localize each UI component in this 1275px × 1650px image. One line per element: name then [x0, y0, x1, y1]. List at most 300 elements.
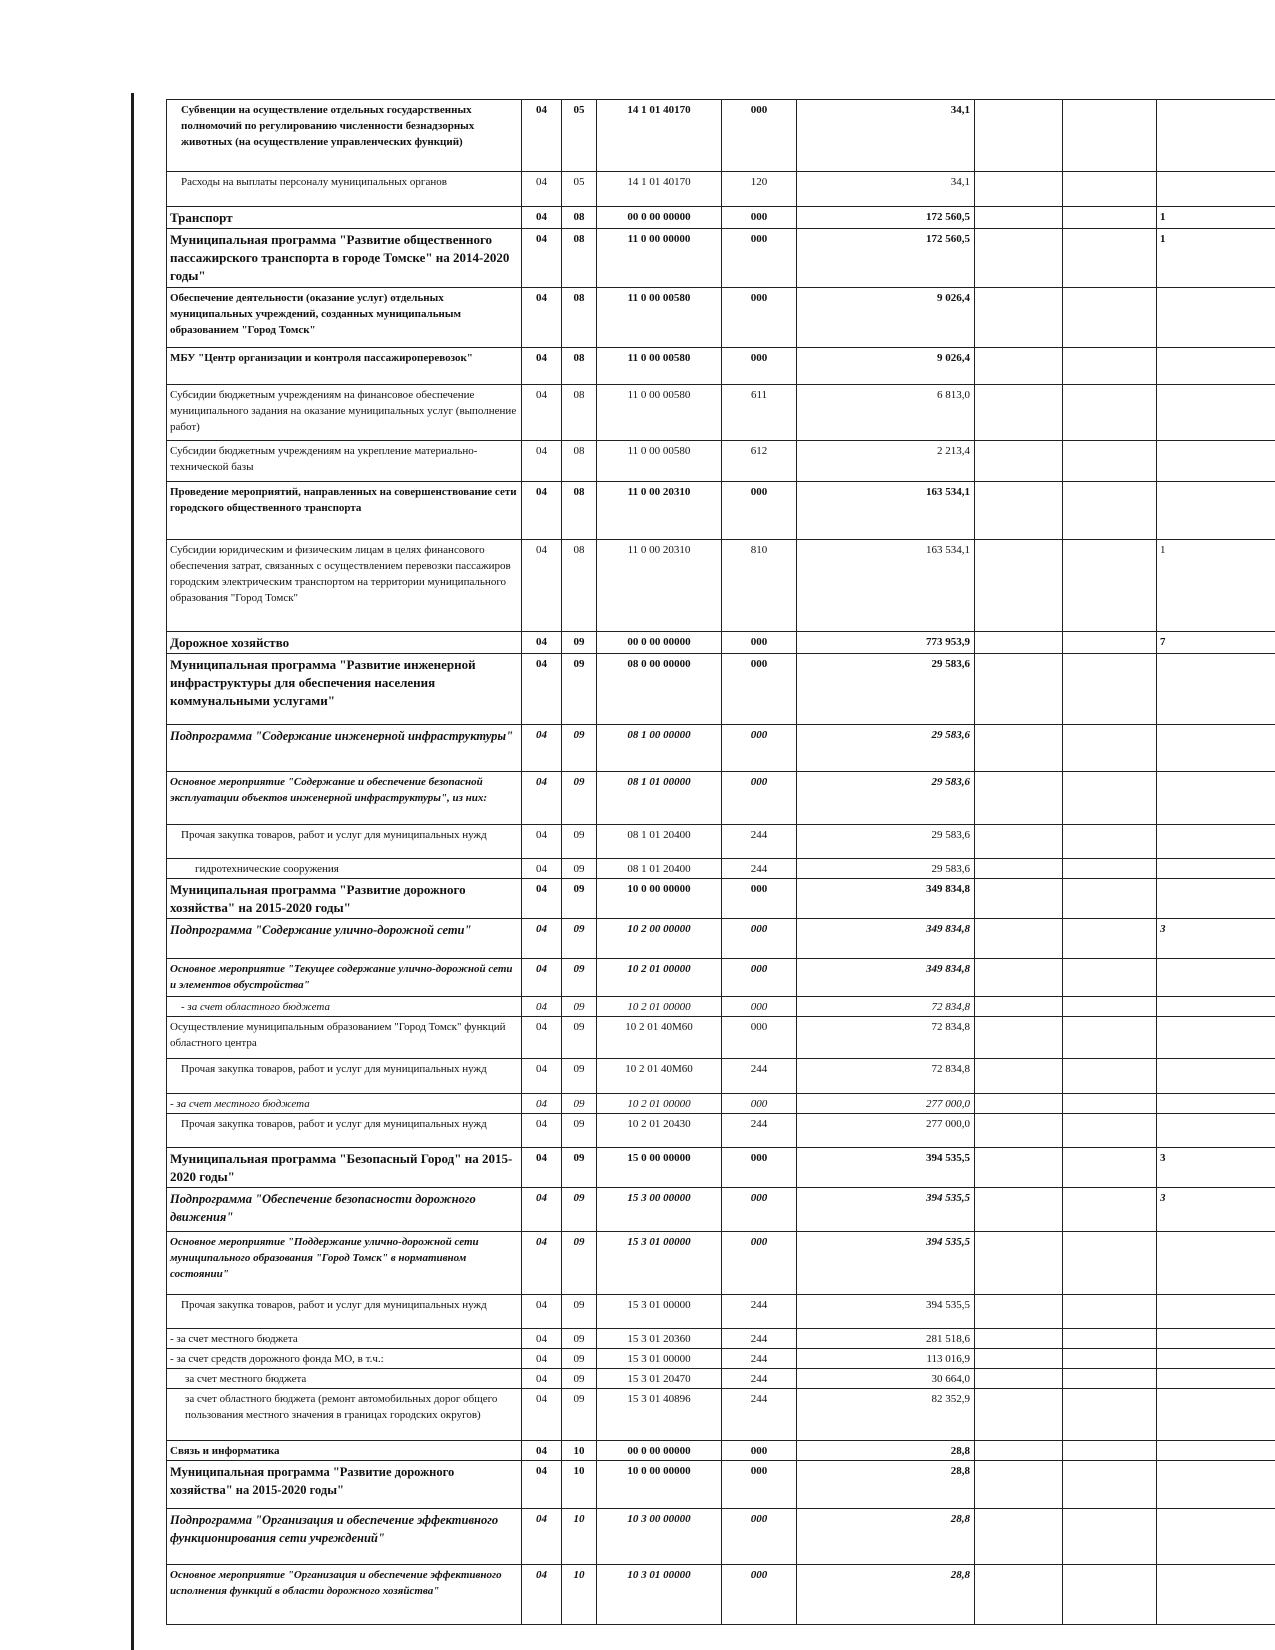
row-name: за счет местного бюджета	[167, 1369, 522, 1389]
table-row	[167, 207, 1275, 229]
row-name: - за счет местного бюджета	[167, 1094, 522, 1114]
empty-cell	[975, 348, 1063, 385]
empty-cell	[975, 725, 1063, 772]
subsection-code: 09	[562, 725, 597, 772]
expense-type-code: 000	[722, 1188, 797, 1232]
subsection-code: 09	[562, 1369, 597, 1389]
amount: 773 953,9	[797, 632, 975, 654]
empty-cell	[975, 1389, 1063, 1441]
amount: 72 834,8	[797, 1017, 975, 1059]
empty-cell	[975, 207, 1063, 229]
expense-type-code: 810	[722, 540, 797, 632]
amount: 6 813,0	[797, 385, 975, 441]
clipped-amount	[1157, 1349, 1275, 1369]
target-article-code: 11 0 00 00580	[597, 385, 722, 441]
empty-cell	[975, 1017, 1063, 1059]
subsection-code: 08	[562, 348, 597, 385]
empty-cell	[1063, 1114, 1157, 1148]
table-row	[167, 100, 1275, 172]
section-code: 04	[522, 1389, 562, 1441]
expense-type-code: 244	[722, 1389, 797, 1441]
table-row	[167, 859, 1275, 879]
section-code: 04	[522, 348, 562, 385]
row-name: Проведение мероприятий, направленных на совершенствование сети городского общественного транспорта	[167, 482, 522, 540]
subsection-code: 08	[562, 385, 597, 441]
target-article-code: 08 1 00 00000	[597, 725, 722, 772]
row-name: Муниципальная программа "Развитие дорожного хозяйства" на 2015-2020 годы"	[167, 879, 522, 919]
expense-type-code: 611	[722, 385, 797, 441]
section-code: 04	[522, 1188, 562, 1232]
target-article-code: 00 0 00 00000	[597, 207, 722, 229]
target-article-code: 15 3 00 00000	[597, 1188, 722, 1232]
expense-type-code: 244	[722, 1295, 797, 1329]
expense-type-code: 000	[722, 725, 797, 772]
target-article-code: 15 3 01 20470	[597, 1369, 722, 1389]
empty-cell	[1063, 1017, 1157, 1059]
amount: 172 560,5	[797, 229, 975, 288]
section-code: 04	[522, 1509, 562, 1565]
budget-table-body	[167, 100, 1275, 1625]
empty-cell	[975, 1349, 1063, 1369]
row-name: - за счет средств дорожного фонда МО, в т.ч.:	[167, 1349, 522, 1369]
empty-cell	[975, 441, 1063, 482]
empty-cell	[975, 772, 1063, 825]
empty-cell	[975, 1059, 1063, 1094]
expense-type-code: 244	[722, 825, 797, 859]
row-name: Осуществление муниципальным образованием "Город Томск" функций областного центра	[167, 1017, 522, 1059]
table-row	[167, 172, 1275, 207]
clipped-amount	[1157, 772, 1275, 825]
table-row	[167, 1094, 1275, 1114]
target-article-code: 10 0 00 00000	[597, 1461, 722, 1509]
target-article-code: 11 0 00 00580	[597, 441, 722, 482]
table-row	[167, 919, 1275, 959]
empty-cell	[975, 1509, 1063, 1565]
amount: 163 534,1	[797, 540, 975, 632]
subsection-code: 09	[562, 1329, 597, 1349]
target-article-code: 15 3 01 20360	[597, 1329, 722, 1349]
table-row	[167, 725, 1275, 772]
target-article-code: 11 0 00 20310	[597, 482, 722, 540]
clipped-amount: 1	[1157, 229, 1275, 288]
amount: 172 560,5	[797, 207, 975, 229]
section-code: 04	[522, 919, 562, 959]
empty-cell	[975, 1441, 1063, 1461]
clipped-amount	[1157, 1565, 1275, 1625]
empty-cell	[975, 540, 1063, 632]
empty-cell	[975, 997, 1063, 1017]
row-name: Транспорт	[167, 207, 522, 229]
clipped-amount	[1157, 288, 1275, 348]
amount: 28,8	[797, 1509, 975, 1565]
section-code: 04	[522, 441, 562, 482]
table-row	[167, 1461, 1275, 1509]
subsection-code: 09	[562, 1188, 597, 1232]
empty-cell	[975, 1094, 1063, 1114]
subsection-code: 09	[562, 1059, 597, 1094]
table-row	[167, 1188, 1275, 1232]
expense-type-code: 000	[722, 1094, 797, 1114]
row-name: Субсидии юридическим и физическим лицам в целях финансового обеспечения затрат, связанных с осуществлением перевозки пассажиров городским электрическим транспортом на территории муниципального образования "Город Томск"	[167, 540, 522, 632]
clipped-amount: 3	[1157, 919, 1275, 959]
amount: 29 583,6	[797, 654, 975, 725]
section-code: 04	[522, 725, 562, 772]
clipped-amount	[1157, 1232, 1275, 1295]
amount: 34,1	[797, 172, 975, 207]
empty-cell	[975, 825, 1063, 859]
clipped-amount	[1157, 725, 1275, 772]
subsection-code: 09	[562, 1295, 597, 1329]
section-code: 04	[522, 654, 562, 725]
amount: 28,8	[797, 1565, 975, 1625]
subsection-code: 09	[562, 654, 597, 725]
section-code: 04	[522, 997, 562, 1017]
empty-cell	[1063, 825, 1157, 859]
empty-cell	[975, 229, 1063, 288]
empty-cell	[975, 959, 1063, 997]
budget-table	[166, 99, 1275, 1625]
subsection-code: 08	[562, 288, 597, 348]
clipped-amount	[1157, 879, 1275, 919]
empty-cell	[1063, 1509, 1157, 1565]
row-name: Муниципальная программа "Безопасный Город" на 2015-2020 годы"	[167, 1148, 522, 1188]
empty-cell	[975, 482, 1063, 540]
subsection-code: 08	[562, 229, 597, 288]
section-code: 04	[522, 1329, 562, 1349]
expense-type-code: 000	[722, 1232, 797, 1295]
section-code: 04	[522, 1059, 562, 1094]
empty-cell	[1063, 1461, 1157, 1509]
empty-cell	[1063, 772, 1157, 825]
section-code: 04	[522, 100, 562, 172]
subsection-code: 09	[562, 859, 597, 879]
empty-cell	[975, 1295, 1063, 1329]
expense-type-code: 244	[722, 1059, 797, 1094]
section-code: 04	[522, 1461, 562, 1509]
table-row	[167, 229, 1275, 288]
expense-type-code: 000	[722, 1017, 797, 1059]
empty-cell	[1063, 632, 1157, 654]
empty-cell	[1063, 1389, 1157, 1441]
amount: 113 016,9	[797, 1349, 975, 1369]
section-code: 04	[522, 1017, 562, 1059]
amount: 277 000,0	[797, 1094, 975, 1114]
clipped-amount	[1157, 1389, 1275, 1441]
target-article-code: 10 2 01 40М60	[597, 1017, 722, 1059]
empty-cell	[1063, 1295, 1157, 1329]
row-name: Подпрограмма "Содержание инженерной инфраструктуры"	[167, 725, 522, 772]
section-code: 04	[522, 859, 562, 879]
clipped-amount	[1157, 1295, 1275, 1329]
subsection-code: 09	[562, 1232, 597, 1295]
empty-cell	[1063, 725, 1157, 772]
table-row	[167, 1349, 1275, 1369]
clipped-amount	[1157, 1059, 1275, 1094]
clipped-amount	[1157, 100, 1275, 172]
empty-cell	[1063, 385, 1157, 441]
row-name: Подпрограмма "Организация и обеспечение эффективного функционирования сети учреждений"	[167, 1509, 522, 1565]
empty-cell	[1063, 1369, 1157, 1389]
section-code: 04	[522, 825, 562, 859]
clipped-amount	[1157, 172, 1275, 207]
empty-cell	[975, 919, 1063, 959]
empty-cell	[975, 1565, 1063, 1625]
target-article-code: 10 3 01 00000	[597, 1565, 722, 1625]
amount: 29 583,6	[797, 859, 975, 879]
empty-cell	[1063, 288, 1157, 348]
expense-type-code: 000	[722, 654, 797, 725]
subsection-code: 08	[562, 540, 597, 632]
empty-cell	[975, 1232, 1063, 1295]
empty-cell	[1063, 879, 1157, 919]
amount: 394 535,5	[797, 1148, 975, 1188]
expense-type-code: 000	[722, 772, 797, 825]
table-row	[167, 825, 1275, 859]
empty-cell	[1063, 1565, 1157, 1625]
expense-type-code: 000	[722, 288, 797, 348]
expense-type-code: 000	[722, 348, 797, 385]
clipped-amount: 3	[1157, 1148, 1275, 1188]
table-row	[167, 772, 1275, 825]
expense-type-code: 612	[722, 441, 797, 482]
clipped-amount: 1	[1157, 207, 1275, 229]
target-article-code: 10 2 01 20430	[597, 1114, 722, 1148]
expense-type-code: 000	[722, 100, 797, 172]
section-code: 04	[522, 207, 562, 229]
amount: 394 535,5	[797, 1188, 975, 1232]
amount: 394 535,5	[797, 1232, 975, 1295]
expense-type-code: 244	[722, 1329, 797, 1349]
empty-cell	[1063, 1059, 1157, 1094]
table-row	[167, 1148, 1275, 1188]
expense-type-code: 000	[722, 919, 797, 959]
table-row	[167, 997, 1275, 1017]
clipped-amount	[1157, 1094, 1275, 1114]
table-row	[167, 385, 1275, 441]
clipped-amount	[1157, 859, 1275, 879]
subsection-code: 10	[562, 1509, 597, 1565]
table-row	[167, 288, 1275, 348]
expense-type-code: 000	[722, 632, 797, 654]
row-name: Прочая закупка товаров, работ и услуг для муниципальных нужд	[167, 825, 522, 859]
expense-type-code: 000	[722, 1461, 797, 1509]
row-name: за счет областного бюджета (ремонт автомобильных дорог общего пользования местного значения в границах городских округов)	[167, 1389, 522, 1441]
target-article-code: 11 0 00 20310	[597, 540, 722, 632]
row-name: Прочая закупка товаров, работ и услуг для муниципальных нужд	[167, 1295, 522, 1329]
table-row	[167, 1017, 1275, 1059]
section-code: 04	[522, 1295, 562, 1329]
empty-cell	[975, 1114, 1063, 1148]
expense-type-code: 244	[722, 1369, 797, 1389]
subsection-code: 09	[562, 1094, 597, 1114]
target-article-code: 14 1 01 40170	[597, 172, 722, 207]
subsection-code: 09	[562, 1114, 597, 1148]
table-row	[167, 1114, 1275, 1148]
subsection-code: 08	[562, 207, 597, 229]
target-article-code: 11 0 00 00580	[597, 348, 722, 385]
amount: 281 518,6	[797, 1329, 975, 1349]
amount: 277 000,0	[797, 1114, 975, 1148]
empty-cell	[975, 100, 1063, 172]
empty-cell	[975, 1188, 1063, 1232]
target-article-code: 11 0 00 00000	[597, 229, 722, 288]
section-code: 04	[522, 1369, 562, 1389]
empty-cell	[975, 1148, 1063, 1188]
empty-cell	[975, 385, 1063, 441]
amount: 163 534,1	[797, 482, 975, 540]
empty-cell	[975, 859, 1063, 879]
row-name: Муниципальная программа "Развитие общественного пассажирского транспорта в городе Томске" на 2014-2020 годы"	[167, 229, 522, 288]
expense-type-code: 000	[722, 207, 797, 229]
amount: 349 834,8	[797, 919, 975, 959]
clipped-amount: 7	[1157, 632, 1275, 654]
row-name: Дорожное хозяйство	[167, 632, 522, 654]
expense-type-code: 244	[722, 1349, 797, 1369]
subsection-code: 09	[562, 959, 597, 997]
empty-cell	[1063, 997, 1157, 1017]
table-row	[167, 1369, 1275, 1389]
subsection-code: 09	[562, 825, 597, 859]
empty-cell	[1063, 207, 1157, 229]
table-row	[167, 1441, 1275, 1461]
clipped-amount	[1157, 348, 1275, 385]
subsection-code: 10	[562, 1441, 597, 1461]
amount: 29 583,6	[797, 825, 975, 859]
amount: 29 583,6	[797, 725, 975, 772]
amount: 72 834,8	[797, 1059, 975, 1094]
subsection-code: 10	[562, 1565, 597, 1625]
row-name: Обеспечение деятельности (оказание услуг) отдельных муниципальных учреждений, созданных муниципальным образованием "Город Томск"	[167, 288, 522, 348]
amount: 394 535,5	[797, 1295, 975, 1329]
target-article-code: 10 2 01 00000	[597, 1094, 722, 1114]
table-row	[167, 654, 1275, 725]
amount: 29 583,6	[797, 772, 975, 825]
row-name: МБУ "Центр организации и контроля пассажироперевозок"	[167, 348, 522, 385]
empty-cell	[1063, 100, 1157, 172]
expense-type-code: 244	[722, 1114, 797, 1148]
table-row	[167, 879, 1275, 919]
empty-cell	[1063, 1232, 1157, 1295]
section-code: 04	[522, 1148, 562, 1188]
row-name: Основное мероприятие "Организация и обеспечение эффективного исполнения функций в области дорожного хозяйства"	[167, 1565, 522, 1625]
section-code: 04	[522, 772, 562, 825]
table-row	[167, 632, 1275, 654]
empty-cell	[1063, 959, 1157, 997]
section-code: 04	[522, 1349, 562, 1369]
table-row	[167, 1295, 1275, 1329]
target-article-code: 10 0 00 00000	[597, 879, 722, 919]
row-name: Субвенции на осуществление отдельных государственных полномочий по регулированию численности безнадзорных животных (на осуществление управленческих функций)	[167, 100, 522, 172]
expense-type-code: 000	[722, 1509, 797, 1565]
row-name: Основное мероприятие "Текущее содержание улично-дорожной сети и элементов обустройства"	[167, 959, 522, 997]
empty-cell	[1063, 1349, 1157, 1369]
section-code: 04	[522, 540, 562, 632]
row-name: Муниципальная программа "Развитие дорожного хозяйства" на 2015-2020 годы"	[167, 1461, 522, 1509]
table-row	[167, 540, 1275, 632]
amount: 2 213,4	[797, 441, 975, 482]
target-article-code: 08 1 01 20400	[597, 825, 722, 859]
clipped-amount	[1157, 959, 1275, 997]
section-code: 04	[522, 632, 562, 654]
section-code: 04	[522, 172, 562, 207]
empty-cell	[1063, 1094, 1157, 1114]
clipped-amount: 1	[1157, 540, 1275, 632]
empty-cell	[975, 1461, 1063, 1509]
table-row	[167, 441, 1275, 482]
subsection-code: 09	[562, 772, 597, 825]
subsection-code: 09	[562, 997, 597, 1017]
table-row	[167, 1329, 1275, 1349]
target-article-code: 10 3 00 00000	[597, 1509, 722, 1565]
section-code: 04	[522, 229, 562, 288]
row-name: Основное мероприятие "Содержание и обеспечение безопасной эксплуатации объектов инженерной инфраструктуры", из них:	[167, 772, 522, 825]
subsection-code: 09	[562, 1148, 597, 1188]
row-name: - за счет областного бюджета	[167, 997, 522, 1017]
expense-type-code: 000	[722, 1565, 797, 1625]
empty-cell	[1063, 1329, 1157, 1349]
empty-cell	[1063, 441, 1157, 482]
clipped-amount	[1157, 654, 1275, 725]
expense-type-code: 000	[722, 482, 797, 540]
target-article-code: 11 0 00 00580	[597, 288, 722, 348]
expense-type-code: 120	[722, 172, 797, 207]
empty-cell	[1063, 482, 1157, 540]
clipped-amount	[1157, 1329, 1275, 1349]
empty-cell	[1063, 172, 1157, 207]
subsection-code: 08	[562, 441, 597, 482]
empty-cell	[1063, 348, 1157, 385]
subsection-code: 09	[562, 1349, 597, 1369]
target-article-code: 08 1 01 00000	[597, 772, 722, 825]
target-article-code: 08 1 01 20400	[597, 859, 722, 879]
section-code: 04	[522, 959, 562, 997]
subsection-code: 09	[562, 879, 597, 919]
table-row	[167, 1389, 1275, 1441]
section-code: 04	[522, 1441, 562, 1461]
target-article-code: 10 2 00 00000	[597, 919, 722, 959]
clipped-amount	[1157, 1017, 1275, 1059]
target-article-code: 08 0 00 00000	[597, 654, 722, 725]
target-article-code: 10 2 01 00000	[597, 959, 722, 997]
subsection-code: 05	[562, 100, 597, 172]
subsection-code: 10	[562, 1461, 597, 1509]
subsection-code: 09	[562, 1389, 597, 1441]
expense-type-code: 000	[722, 879, 797, 919]
row-name: Субсидии бюджетным учреждениям на финансовое обеспечение муниципального задания на оказание муниципальных услуг (выполнение работ)	[167, 385, 522, 441]
section-code: 04	[522, 1565, 562, 1625]
section-code: 04	[522, 1094, 562, 1114]
empty-cell	[1063, 654, 1157, 725]
empty-cell	[975, 632, 1063, 654]
expense-type-code: 000	[722, 229, 797, 288]
clipped-amount	[1157, 1509, 1275, 1565]
row-name: Прочая закупка товаров, работ и услуг для муниципальных нужд	[167, 1059, 522, 1094]
subsection-code: 09	[562, 632, 597, 654]
amount: 9 026,4	[797, 348, 975, 385]
section-code: 04	[522, 385, 562, 441]
table-row	[167, 1509, 1275, 1565]
row-name: гидротехнические сооружения	[167, 859, 522, 879]
amount: 82 352,9	[797, 1389, 975, 1441]
empty-cell	[1063, 229, 1157, 288]
clipped-amount	[1157, 385, 1275, 441]
clipped-amount	[1157, 825, 1275, 859]
amount: 9 026,4	[797, 288, 975, 348]
empty-cell	[975, 654, 1063, 725]
subsection-code: 09	[562, 919, 597, 959]
section-code: 04	[522, 482, 562, 540]
empty-cell	[975, 288, 1063, 348]
